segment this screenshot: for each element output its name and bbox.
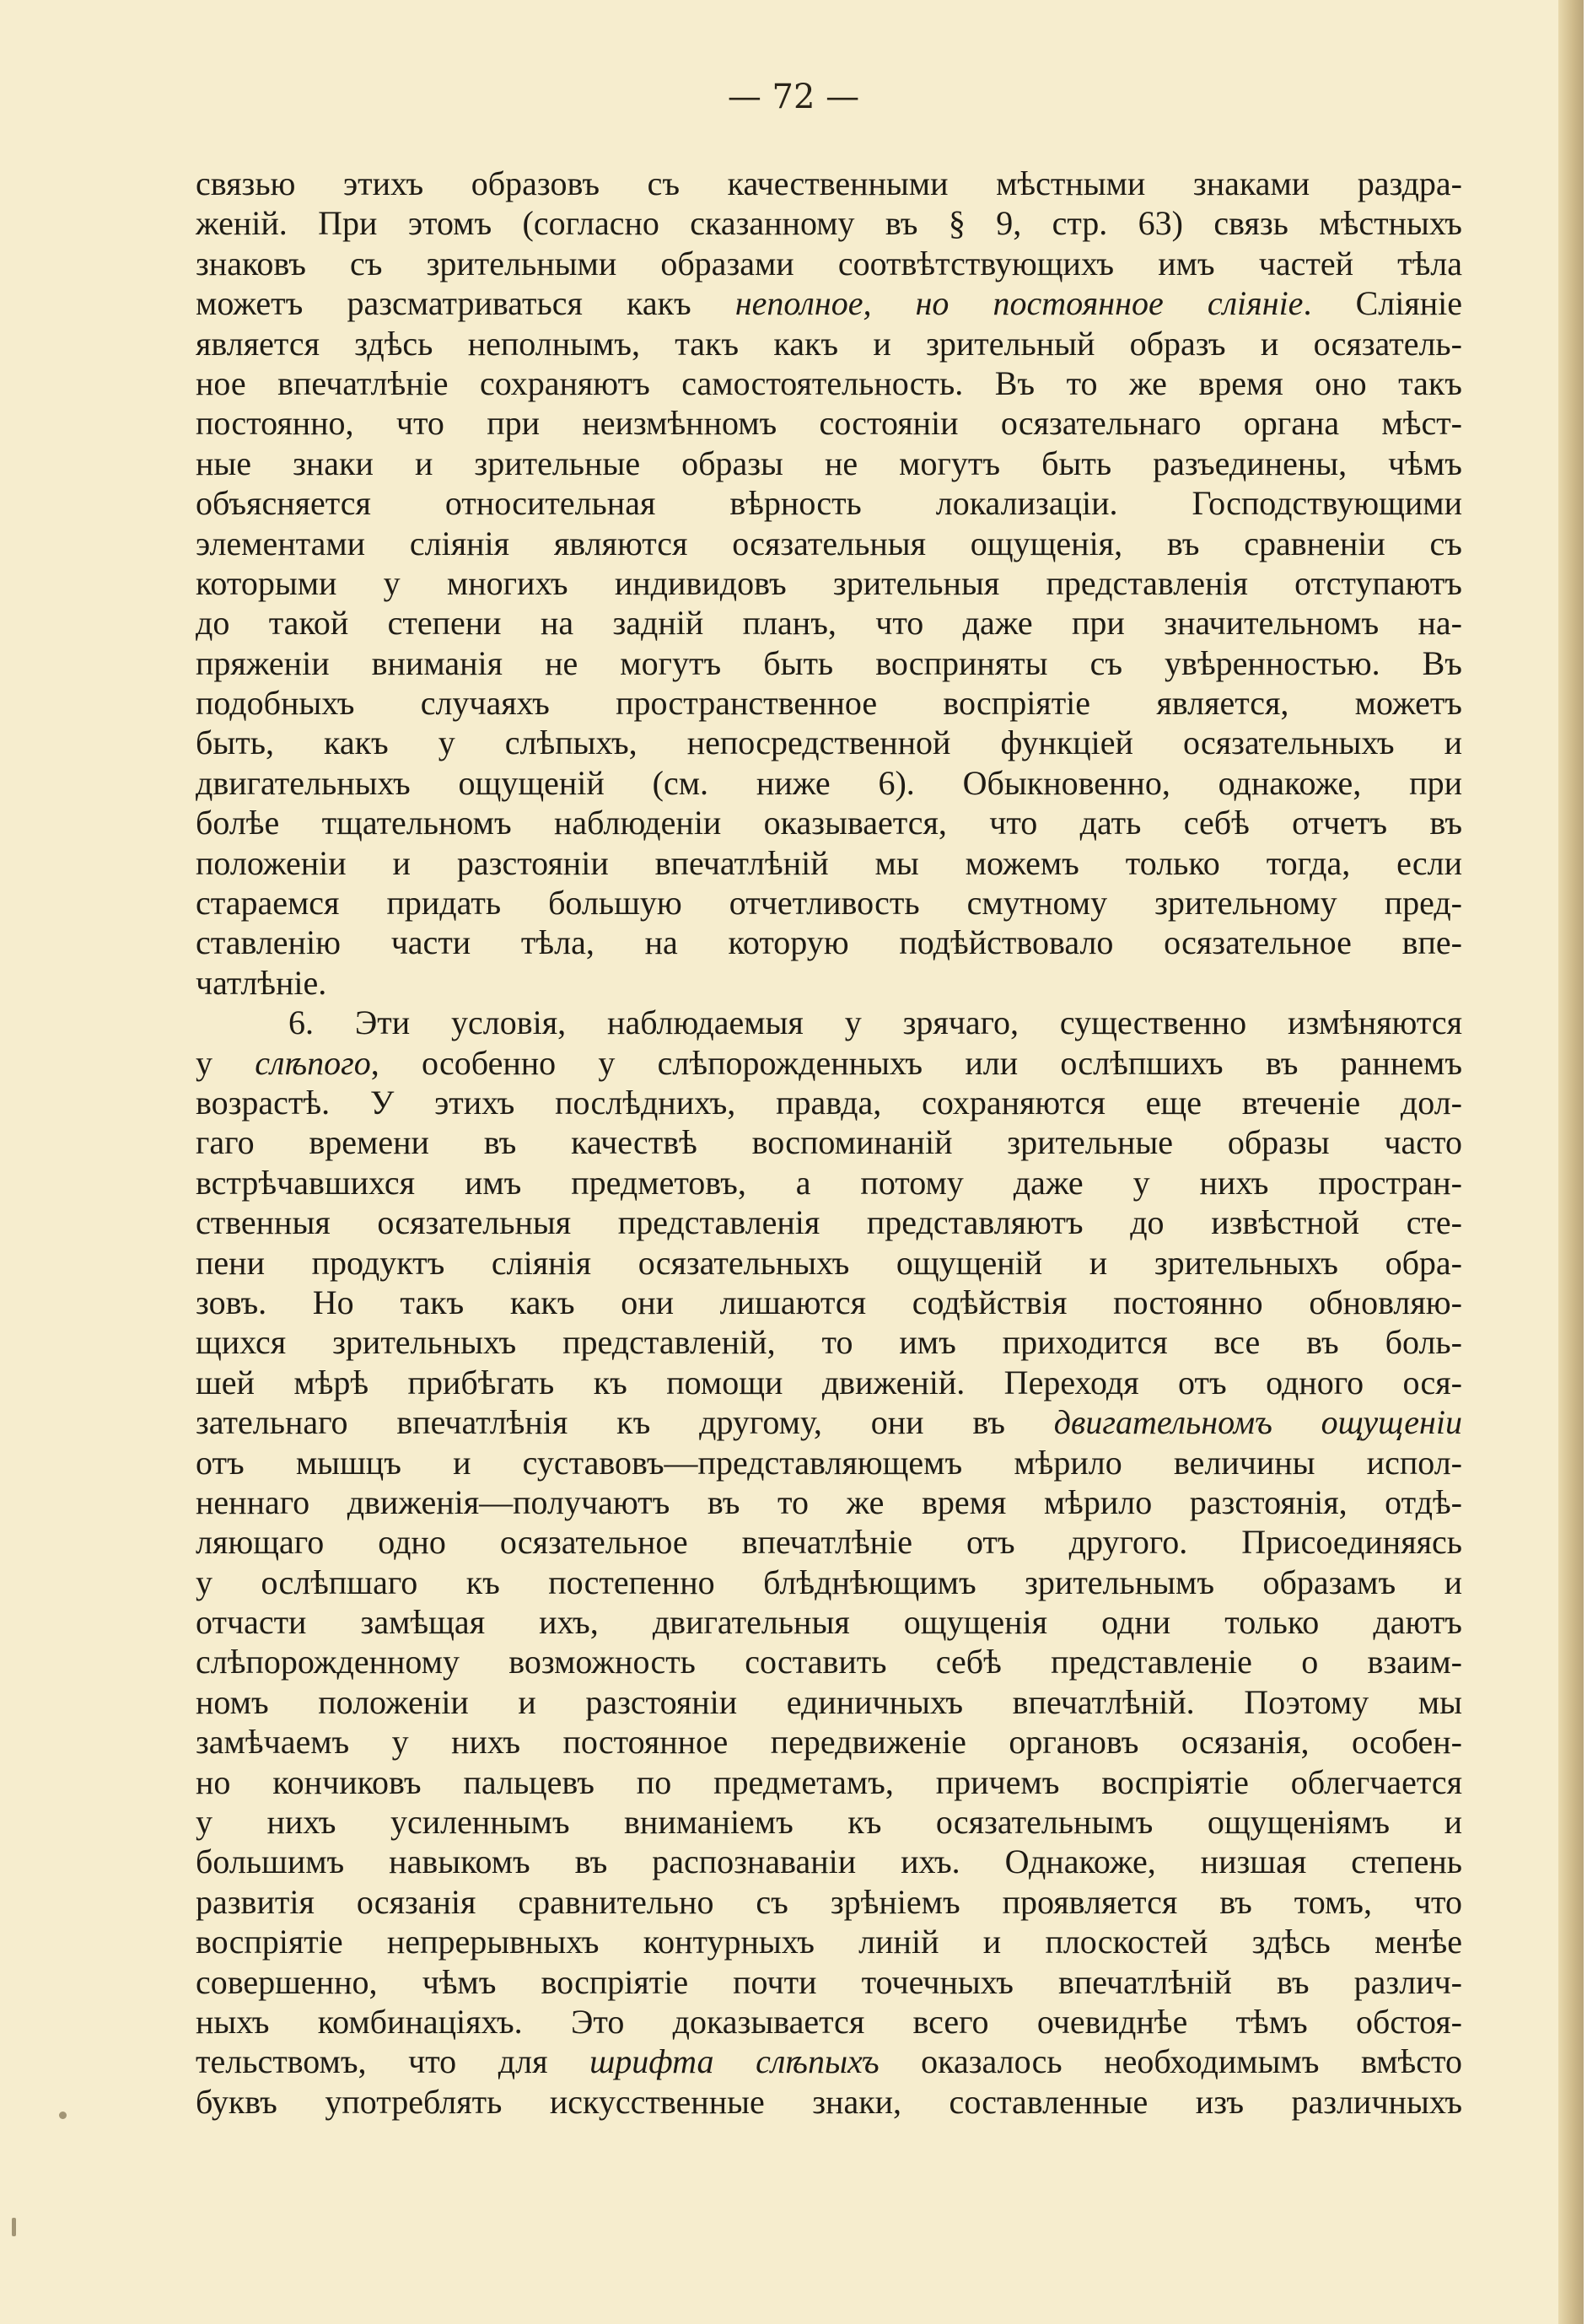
text-line: ные знаки и зрительные образы не могутъ быть разъединены, чѣмъ [196,444,1462,482]
text-line: буквъ употреблять искусственные знаки, составленные изъ различныхъ [196,2082,1462,2121]
text-run: зательнаго впечатлѣнія къ другому, они въ [196,1403,1054,1442]
text-line: большимъ навыкомъ въ распознаваніи ихъ. Однакоже, низшая степень [196,1843,1462,1881]
text-line: элементами сліянія являются осязательныя ощущенія, въ сравненіи съ [196,524,1462,562]
text-line: неннаго движенія—получаютъ въ то же время мѣрило разстоянія, отдѣ- [196,1482,1462,1521]
emphasis-text: слѣпого [255,1043,371,1082]
text-line: ное впечатлѣніе сохраняютъ самостоятельность. Въ то же время оно такъ [196,363,1462,402]
text-line: ныхъ комбинаціяхъ. Это доказывается всего очевиднѣе тѣмъ обстоя- [196,2002,1462,2041]
text-line: которыми у многихъ индивидовъ зрительныя представленія отступаютъ [196,563,1462,602]
text-line: шей мѣрѣ прибѣгать къ помощи движеній. Переходя отъ одного ося- [196,1363,1462,1401]
text-line [196,2042,1462,2081]
text-line [196,283,1462,323]
text-line [196,1043,1462,1083]
text-line: зовъ. Но такъ какъ они лишаются содѣйствія постоянно обновляю- [196,1283,1462,1321]
page-number: — 72 — [727,78,860,116]
ink-speck [12,2218,16,2236]
text-line: отъ мышцъ и суставовъ—представляющемъ мѣрило величины испол- [196,1443,1462,1482]
text-line: слѣпорожденному возможность составить себѣ представленіе о взаим- [196,1643,1462,1681]
text-line: ляющаго одно осязательное впечатлѣніе отъ другого. Присоединяясь [196,1523,1462,1562]
text-line: знаковъ съ зрительными образами соотвѣтствующихъ имъ частей тѣла [196,244,1462,282]
body-text [196,164,1462,2122]
text-line: совершенно, чѣмъ воспріятіе почти точечныхъ впечатлѣній въ различ- [196,1962,1462,2001]
text-line: связью этихъ образовъ съ качественными мѣстными знаками раздра- [196,164,1462,202]
text-line: 6. Эти условія, наблюдаемыя у зрячаго, существенно измѣняются [288,1003,1462,1042]
emphasis-text: неполное, но постоянное сліяніе [734,284,1304,323]
text-line: отчасти замѣщая ихъ, двигательныя ощущенія одни только даютъ [196,1603,1462,1642]
text-line: объясняется относительная вѣрность локализаціи. Господствующими [196,484,1462,523]
text-line: положеніи и разстояніи впечатлѣній мы можемъ только тогда, если [196,843,1462,882]
text-line: двигательныхъ ощущеній (см. ниже 6). Обыкновенно, однакоже, при [196,763,1462,802]
text-line: постоянно, что при неизмѣнномъ состояніи осязательнаго органа мѣст- [196,404,1462,443]
text-line: воспріятіе непрерывныхъ контурныхъ линій и плоскостей здѣсь менѣе [196,1923,1462,1961]
text-line: болѣе тщательномъ наблюденіи оказывается, что дать себѣ отчетъ въ [196,804,1462,842]
text-run: можетъ разсматриваться какъ [196,284,735,323]
text-line: до такой степени на заднiй планъ, что даже при значительномъ на- [196,604,1462,643]
text-line: пряженіи вниманія не могутъ быть восприняты съ увѣренностью. Въ [196,643,1462,682]
text-line: женій. При этомъ (согласно сказанному въ § 9, стр. 63) связь мѣстныхъ [196,204,1462,243]
text-line: ственныя осязательныя представленія представляютъ до извѣстной сте- [196,1203,1462,1242]
ink-speck [59,2112,67,2119]
emphasis-text: двигательномъ ощущеніи [1053,1403,1463,1442]
text-line [196,1402,1462,1442]
text-line: встрѣчавшихся имъ предметовъ, а потому даже у нихъ простран- [196,1163,1462,1202]
text-line: у ослѣпшаго къ постепенно блѣднѣющимъ зрительнымъ образамъ и [196,1563,1462,1601]
text-run: у [196,1043,256,1082]
text-line: но кончиковъ пальцевъ по предметамъ, причемъ воспріятіе облегчается [196,1762,1462,1801]
page-edge [1558,0,1584,2324]
text-line: стараемся придать большую отчетливость смутному зрительному пред- [196,884,1462,923]
text-run: , особенно у слѣпорожденныхъ или ослѣпшихъ въ раннемъ [370,1043,1462,1082]
text-line: развитія осязанія сравнительно съ зрѣніемъ проявляется въ томъ, что [196,1882,1462,1921]
emphasis-text: шрифта слѣпыхъ [589,2042,880,2081]
text-line: замѣчаемъ у нихъ постоянное передвиженіе органовъ осязанія, особен- [196,1723,1462,1762]
text-run: оказалось необходимымъ вмѣсто [879,2042,1462,2081]
text-line: пени продуктъ сліянія осязательныхъ ощущеній и зрительныхъ обра- [196,1243,1462,1282]
text-line: является здѣсь неполнымъ, такъ какъ и зрительный образъ и осязатель- [196,324,1462,363]
text-line: гаго времени въ качествѣ воспоминаній зрительные образы часто [196,1123,1462,1162]
text-line: чатлѣніе. [196,963,327,1002]
text-line: у нихъ усиленнымъ вниманіемъ къ осязательнымъ ощущеніямъ и [196,1803,1462,1842]
text-run: тельствомъ, что для [196,2042,590,2081]
text-line: быть, какъ у слѣпыхъ, непосредственной функціей осязательныхъ и [196,724,1462,762]
text-line: номъ положеніи и разстояніи единичныхъ впечатлѣній. Поэтому мы [196,1682,1462,1721]
text-line: возрастѣ. У этихъ послѣднихъ, правда, сохраняются еще втеченіе дол- [196,1083,1462,1122]
text-line: подобныхъ случаяхъ пространственное воспріятіе является, можетъ [196,684,1462,723]
text-line: щихся зрительныхъ представленій, то имъ приходится все въ боль- [196,1323,1462,1362]
text-line: ставленію части тѣла, на которую подѣйствовало осязательное впе- [196,923,1462,962]
text-run: . Сліяніе [1303,284,1462,323]
